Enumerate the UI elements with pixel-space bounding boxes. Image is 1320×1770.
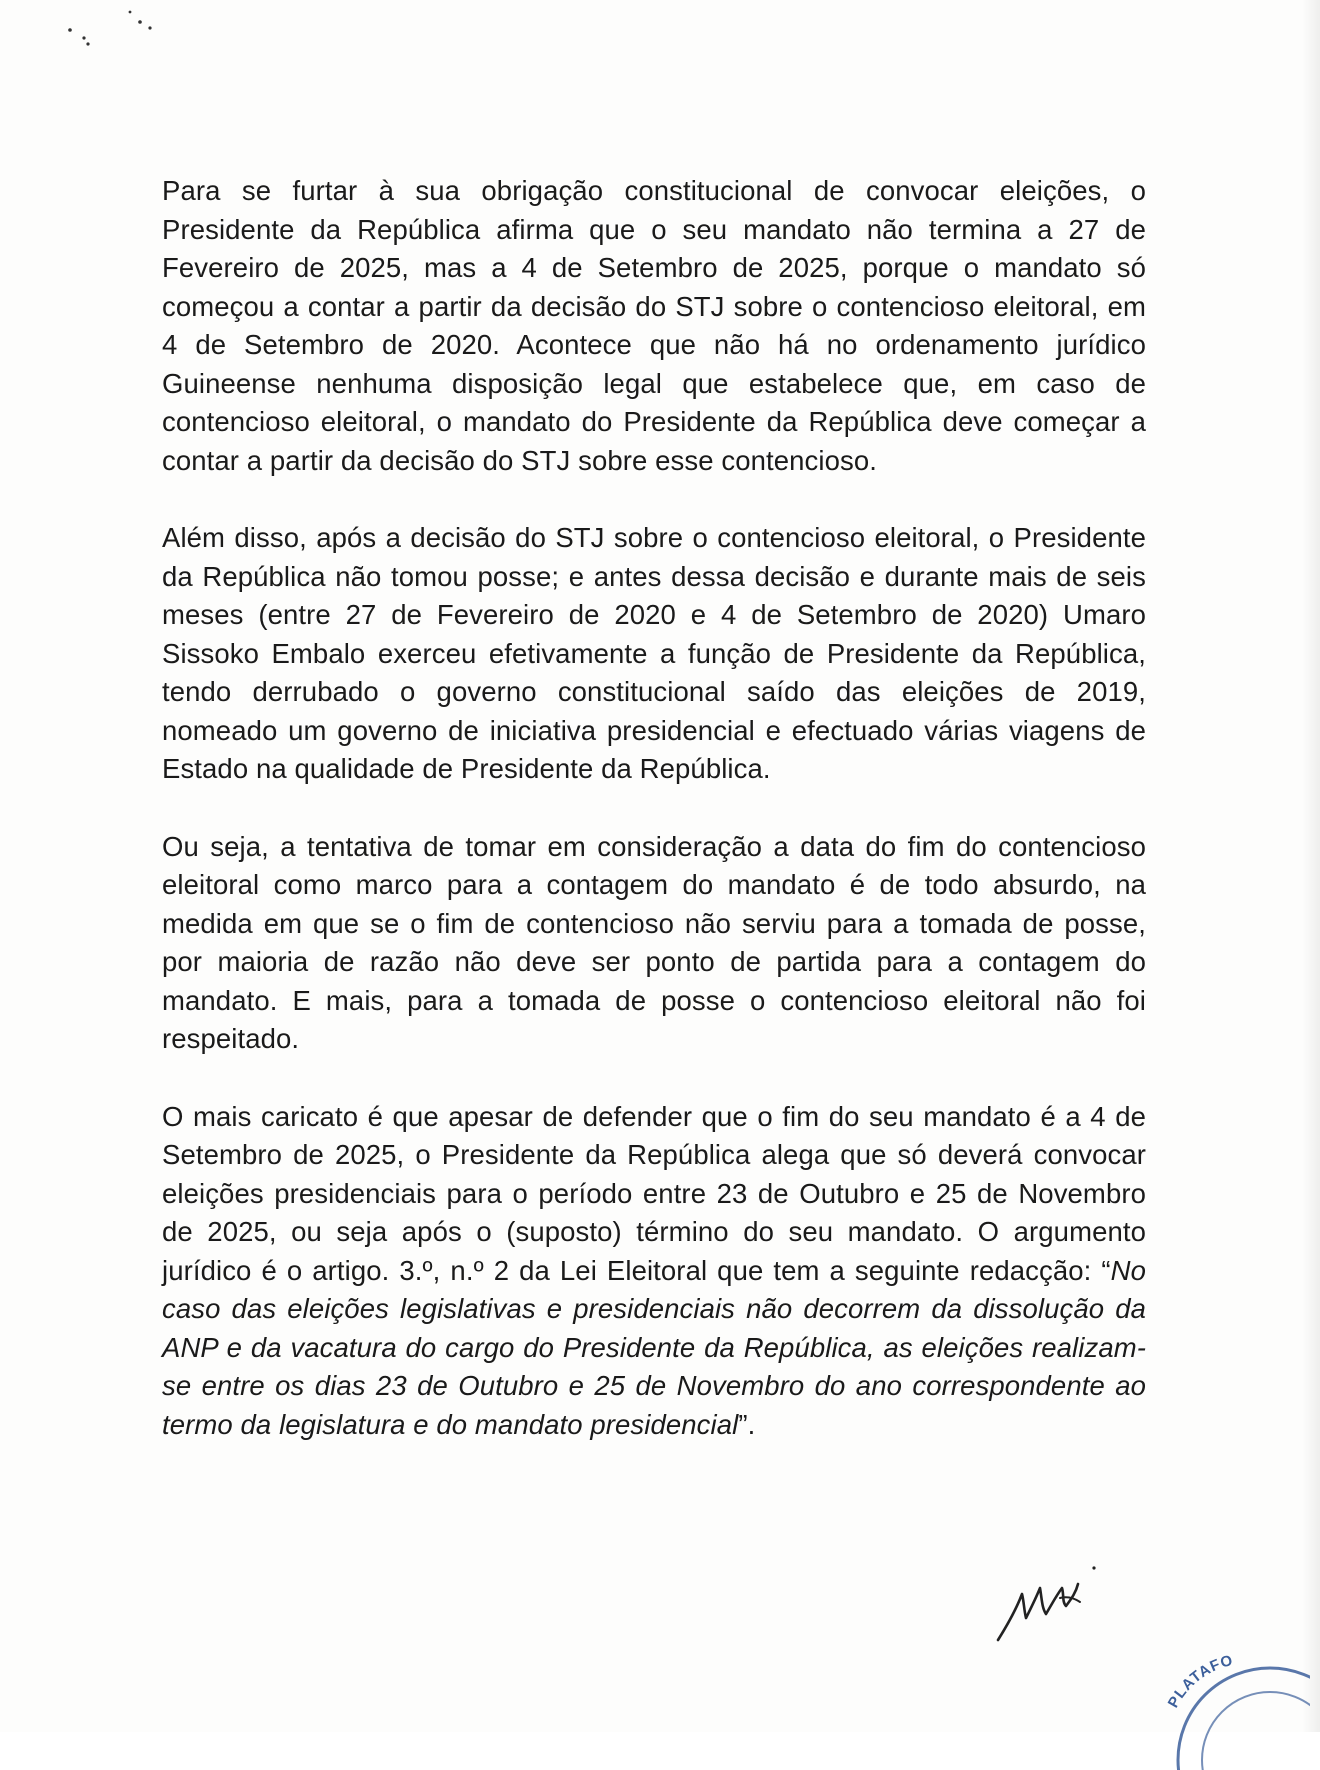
handwritten-signature: [990, 1558, 1110, 1648]
paragraph-3: Ou seja, a tentativa de tomar em consideração a data do fim do contencioso eleitoral como marco para a contagem do mandato é de todo absurdo, na medida em que se o fim de contencioso não serviu para a tomada de posse, por maioria de razão não deve ser ponto de partida para a contagem do mandato. E mais, para a tomada de posse o contencioso eleitoral não foi respeitado.: [162, 830, 1146, 1054]
paragraph-4-intro: O mais caricato é que apesar de defender que o fim do seu mandato é a 4 de Setembro de 2025, o Presidente da República alega que só deverá convocar eleições presidenciais para o período entre 23 de Outubro e 25 de Novembro de 2025, ou seja após o (suposto) término do seu mandato. O argumento jurídico é o artigo. 3.º, n.º 2 da Lei Eleitoral que tem a seguinte redacção: “: [162, 1100, 1146, 1286]
law-quote: No caso das eleições legislativas e presidenciais não decorrem da dissolução da ANP e da vacatura do cargo do Presidente da República, as eleições realizam-se entre os dias 23 de Outubro e 25 de Novembro do ano correspondente ao termo da legislatura e do mandato presidencial: [162, 1254, 1146, 1440]
paragraph-1: Para se furtar à sua obrigação constitucional de convocar eleições, o Presidente da República afirma que o seu mandato não termina a 27 de Fevereiro de 2025, mas a 4 de Setembro de 2025, porque o mandato só começou a contar a partir da decisão do STJ sobre o contencioso eleitoral, em 4 de Setembro de 2020. Acontece que não há no ordenamento jurídico Guineense nenhuma disposição legal que estabelece que, em caso de contencioso eleitoral, o mandato do Presidente da República deve começar a contar a partir da decisão do STJ sobre esse contencioso.: [162, 175, 1146, 476]
quote-closing: ”.: [738, 1408, 756, 1440]
stamp-text: PLATAFO: [1164, 1651, 1236, 1711]
paragraph-4: [162, 1098, 1146, 1445]
document-body: [162, 172, 1146, 1483]
official-stamp: [1150, 1640, 1310, 1770]
paragraph-2: Além disso, após a decisão do STJ sobre o contencioso eleitoral, o Presidente da República não tomou posse; e antes dessa decisão e durante mais de seis meses (entre 27 de Fevereiro de 2020 e 4 de Setembro de 2020) Umaro Sissoko Embalo exerceu efetivamente a função de Presidente da República, tendo derrubado o governo constitucional saído das eleições de 2019, nomeado um governo de iniciativa presidencial e efectuado várias viagens de Estado na qualidade de Presidente da República.: [162, 522, 1146, 784]
page-edge-shadow: [1302, 0, 1320, 1732]
scan-specks: [60, 8, 180, 58]
